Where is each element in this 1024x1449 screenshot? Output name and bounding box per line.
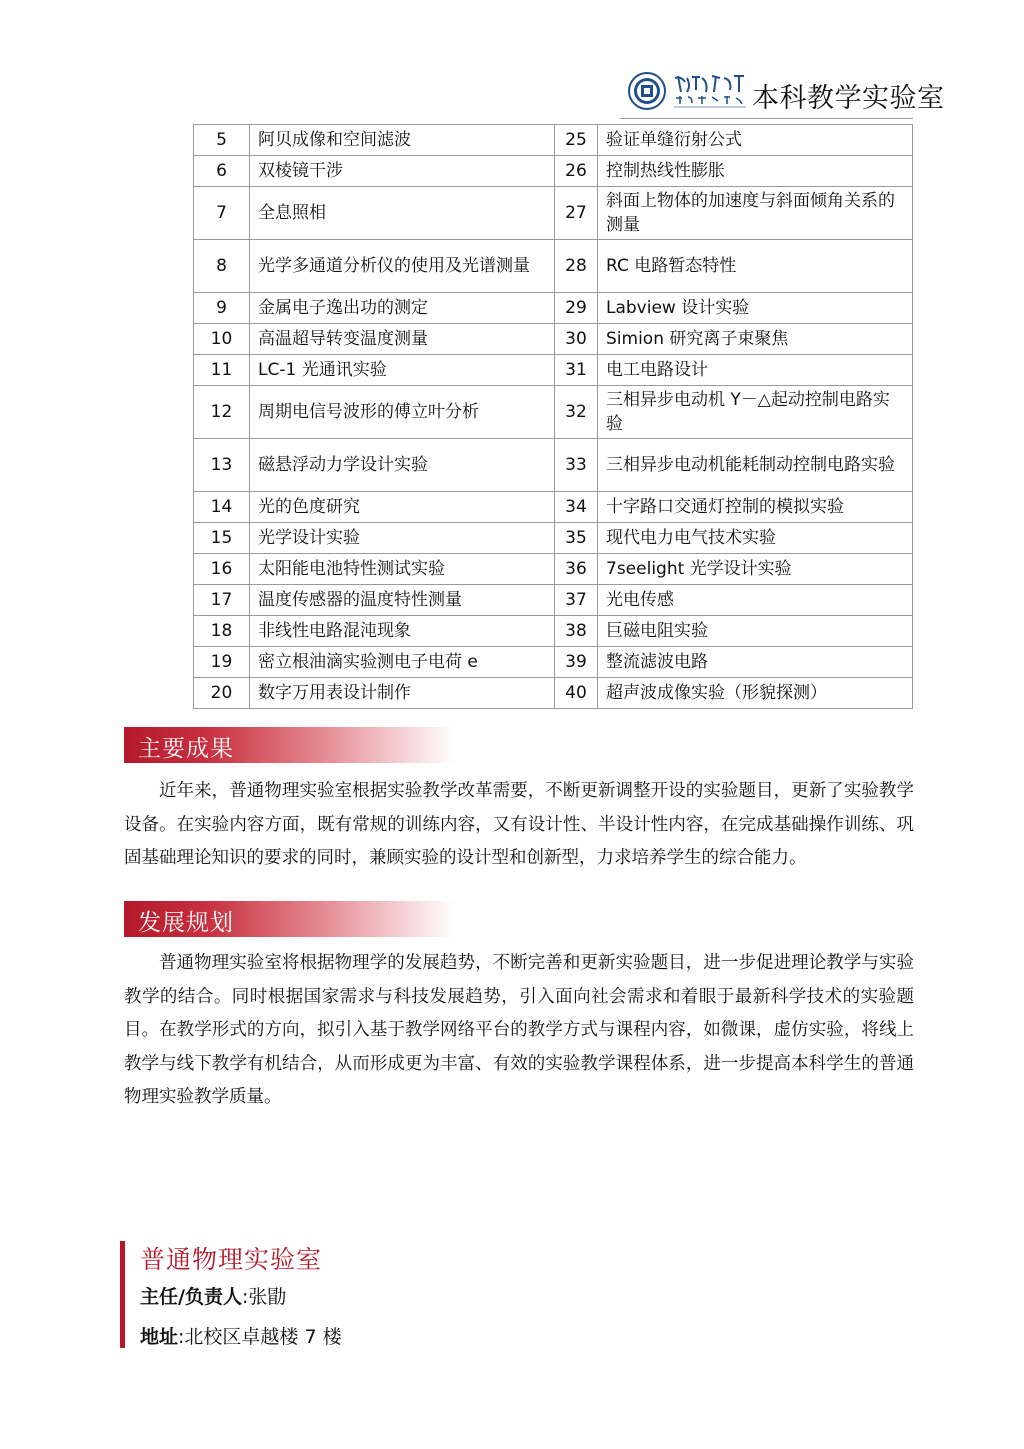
- exp-number: 30: [555, 324, 598, 355]
- exp-name: 巨磁电阻实验: [598, 616, 913, 647]
- table-row: [194, 585, 913, 616]
- exp-number: 13: [194, 439, 250, 492]
- university-seal-icon: [628, 72, 666, 110]
- table-row: [194, 125, 913, 156]
- section-heading: 主要成果: [138, 736, 234, 762]
- section-banner-achievements: [124, 727, 454, 763]
- exp-number: 14: [194, 492, 250, 523]
- exp-name: 7seelight 光学设计实验: [598, 554, 913, 585]
- director-line: [140, 1282, 286, 1309]
- exp-number: 26: [555, 156, 598, 187]
- page-header: [0, 0, 1024, 124]
- table-row: [194, 492, 913, 523]
- exp-name: 周期电信号波形的傅立叶分析: [250, 386, 555, 439]
- table-row: [194, 439, 913, 492]
- exp-name: 电工电路设计: [598, 355, 913, 386]
- address-label: 地址: [140, 1326, 179, 1348]
- table-row: [194, 678, 913, 709]
- lab-name: 普通物理实验室: [140, 1245, 323, 1274]
- address-value: 北校区卓越楼 7 楼: [184, 1326, 342, 1348]
- exp-number: 9: [194, 293, 250, 324]
- exp-number: 28: [555, 240, 598, 293]
- exp-name: 数字万用表设计制作: [250, 678, 555, 709]
- address-line: [140, 1322, 342, 1349]
- exp-name: 非线性电路混沌现象: [250, 616, 555, 647]
- exp-number: 37: [555, 585, 598, 616]
- exp-number: 34: [555, 492, 598, 523]
- plan-paragraph: 普通物理实验室将根据物理学的发展趋势，不断完善和更新实验题目，进一步促进理论教学与实验教学的结合。同时根据国家需求与科技发展趋势，引入面向社会需求和着眼于最新科学技术的实验题目。在教学形式的方向，拟引入基于教学网络平台的教学方式与课程内容，如微课，虚仿实验，将线上教学与线下教学有机结合，从而形成更为丰富、有效的实验教学课程体系，进一步提高本科学生的普通物理实验教学质量。: [124, 953, 914, 1107]
- exp-name: RC 电路暂态特性: [598, 240, 913, 293]
- table-row: [194, 324, 913, 355]
- director-name: 张勖: [248, 1286, 287, 1308]
- table-row: [194, 187, 913, 240]
- exp-number: 6: [194, 156, 250, 187]
- exp-name: 现代电力电气技术实验: [598, 523, 913, 554]
- table-row: [194, 240, 913, 293]
- exp-name: 温度传感器的温度特性测量: [250, 585, 555, 616]
- section-heading: 发展规划: [138, 910, 234, 936]
- director-sep: :: [241, 1286, 249, 1308]
- exp-name: Simion 研究离子束聚焦: [598, 324, 913, 355]
- director-label: 主任/负责人: [140, 1286, 242, 1308]
- exp-number: 12: [194, 386, 250, 439]
- exp-number: 25: [555, 125, 598, 156]
- exp-number: 36: [555, 554, 598, 585]
- exp-name: 三相异步电动机 Y－△起动控制电路实验: [598, 386, 913, 439]
- exp-name: 十字路口交通灯控制的模拟实验: [598, 492, 913, 523]
- exp-name: 光的色度研究: [250, 492, 555, 523]
- exp-number: 20: [194, 678, 250, 709]
- exp-number: 31: [555, 355, 598, 386]
- table-row: [194, 554, 913, 585]
- footer-accent-bar: [120, 1241, 125, 1348]
- experiment-table: [193, 124, 913, 709]
- exp-number: 7: [194, 187, 250, 240]
- exp-name: LC-1 光通讯实验: [250, 355, 555, 386]
- table-row: [194, 523, 913, 554]
- exp-name: 超声波成像实验（形貌探测）: [598, 678, 913, 709]
- exp-number: 8: [194, 240, 250, 293]
- exp-name: 密立根油滴实验测电子电荷 e: [250, 647, 555, 678]
- exp-number: 16: [194, 554, 250, 585]
- exp-number: 29: [555, 293, 598, 324]
- achievements-paragraph: 近年来，普通物理实验室根据实验教学改革需要，不断更新调整开设的实验题目，更新了实验教学设备。在实验内容方面，既有常规的训练内容，又有设计性、半设计性内容，在完成基础操作训练、巩固基础理论知识的要求的同时，兼顾实验的设计型和创新型，力求培养学生的综合能力。: [124, 781, 914, 868]
- exp-name: 光电传感: [598, 585, 913, 616]
- table-row: [194, 386, 913, 439]
- table-row: [194, 293, 913, 324]
- address-sep: :: [178, 1326, 185, 1348]
- exp-number: 11: [194, 355, 250, 386]
- exp-name: 斜面上物体的加速度与斜面倾角关系的测量: [598, 187, 913, 240]
- table-row: [194, 156, 913, 187]
- exp-name: 阿贝成像和空间滤波: [250, 125, 555, 156]
- exp-number: 40: [555, 678, 598, 709]
- exp-name: 全息照相: [250, 187, 555, 240]
- exp-name: 光学设计实验: [250, 523, 555, 554]
- exp-number: 32: [555, 386, 598, 439]
- table-row: [194, 647, 913, 678]
- exp-name: 双棱镜干涉: [250, 156, 555, 187]
- exp-name: 金属电子逸出功的测定: [250, 293, 555, 324]
- exp-number: 33: [555, 439, 598, 492]
- exp-number: 15: [194, 523, 250, 554]
- section-banner-plan: [124, 901, 454, 937]
- exp-name: 验证单缝衍射公式: [598, 125, 913, 156]
- table-row: [194, 355, 913, 386]
- header-title: 本科教学实验室: [752, 83, 945, 114]
- exp-name: 高温超导转变温度测量: [250, 324, 555, 355]
- exp-number: 18: [194, 616, 250, 647]
- exp-number: 17: [194, 585, 250, 616]
- exp-name: 控制热线性膨胀: [598, 156, 913, 187]
- exp-name: Labview 设计实验: [598, 293, 913, 324]
- exp-number: 27: [555, 187, 598, 240]
- exp-number: 10: [194, 324, 250, 355]
- exp-name: 太阳能电池特性测试实验: [250, 554, 555, 585]
- exp-number: 19: [194, 647, 250, 678]
- exp-name: 磁悬浮动力学设计实验: [250, 439, 555, 492]
- exp-number: 35: [555, 523, 598, 554]
- exp-name: 三相异步电动机能耗制动控制电路实验: [598, 439, 913, 492]
- table-row: [194, 616, 913, 647]
- exp-name: 整流滤波电路: [598, 647, 913, 678]
- university-calligraphy-logo: [672, 72, 750, 110]
- header-divider: [620, 118, 913, 119]
- exp-number: 38: [555, 616, 598, 647]
- exp-name: 光学多通道分析仪的使用及光谱测量: [250, 240, 555, 293]
- exp-number: 5: [194, 125, 250, 156]
- exp-number: 39: [555, 647, 598, 678]
